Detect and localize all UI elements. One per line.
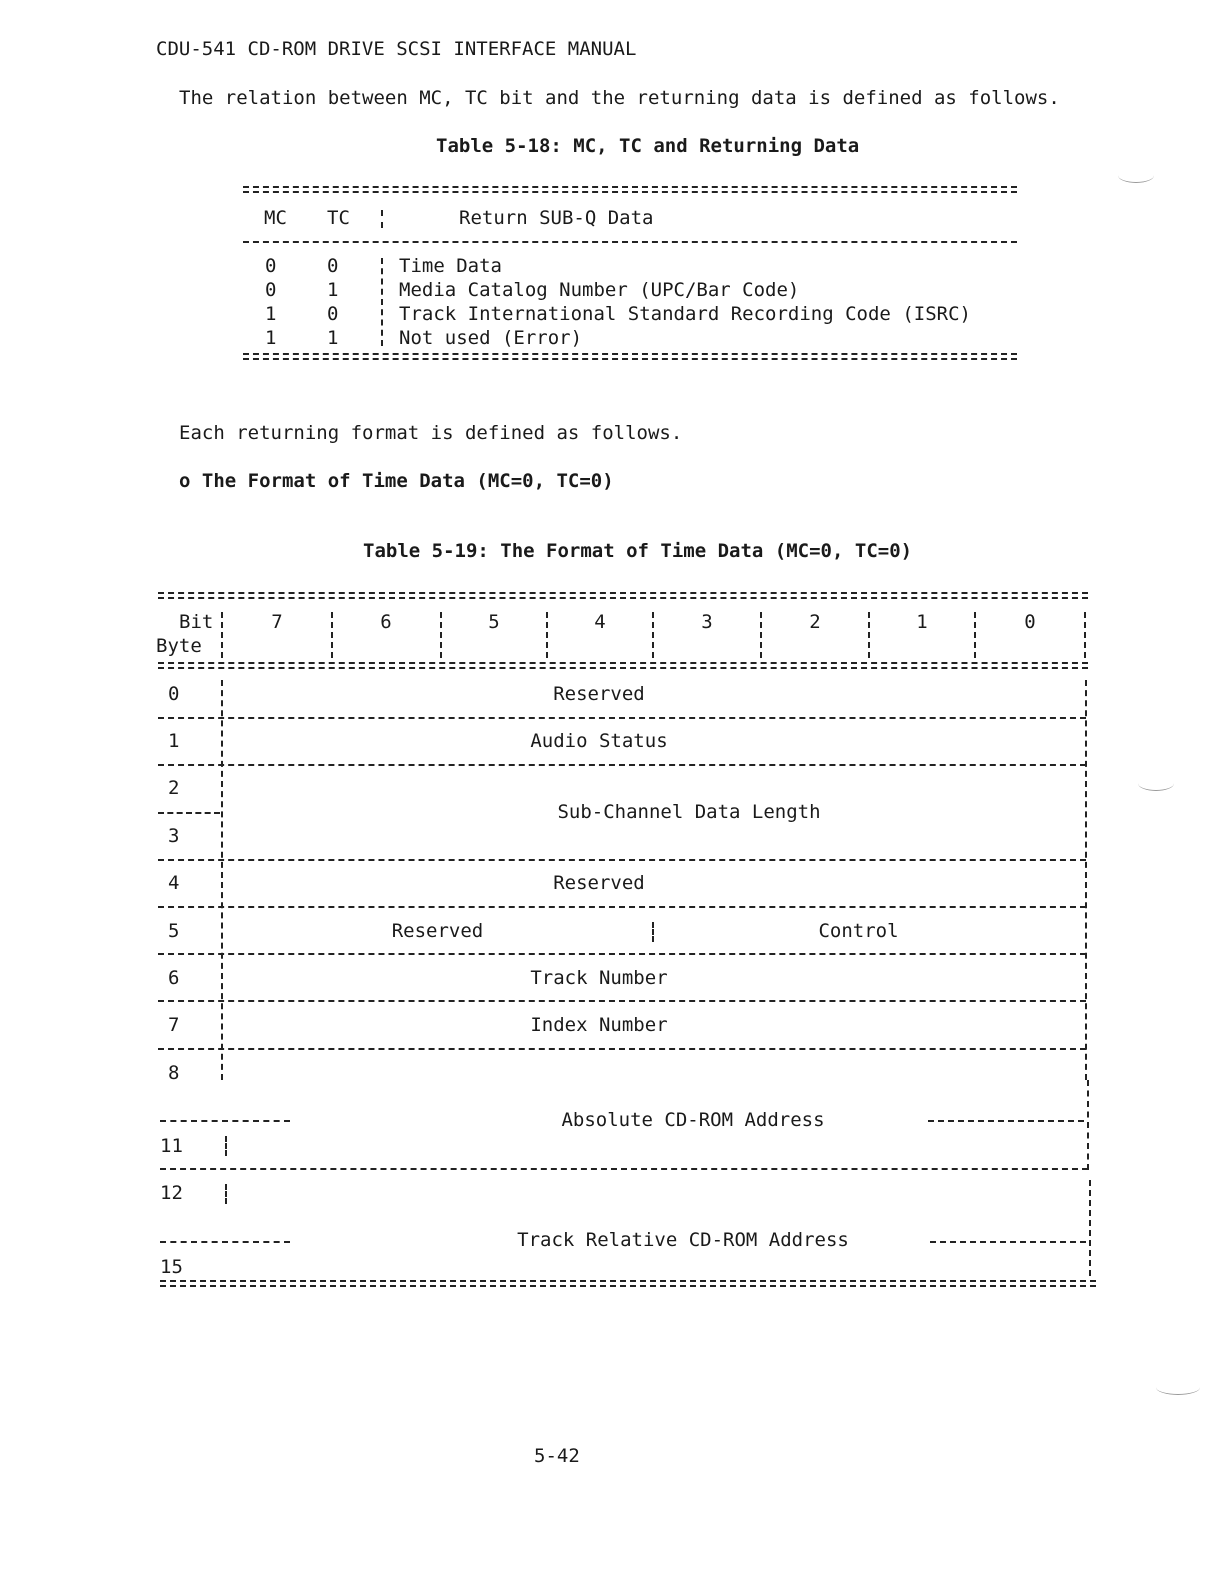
bit-label-5: 5 xyxy=(488,611,500,633)
row-separator xyxy=(158,717,1086,719)
page-header: CDU-541 CD-ROM DRIVE SCSI INTERFACE MANUAL xyxy=(156,38,637,60)
table2-right-border xyxy=(1085,680,1087,1080)
byte-number: 15 xyxy=(160,1256,183,1278)
table1-data: Track International Standard Recording Code (ISRC) xyxy=(399,303,971,325)
field-name-right: Control xyxy=(818,920,899,942)
bit-label-6: 6 xyxy=(380,611,392,633)
table1-header-tc: TC xyxy=(327,207,350,229)
bit-label-2: 2 xyxy=(809,611,821,633)
field-name: Reserved xyxy=(553,872,645,894)
table1-mc: 0 xyxy=(265,255,277,277)
table2-byte-label: Byte xyxy=(156,635,202,657)
byte-sub-separator xyxy=(158,812,220,814)
range-dash-left xyxy=(160,1120,290,1122)
table2-right-border xyxy=(1089,1180,1091,1276)
byte-number: 12 xyxy=(160,1182,183,1204)
row-separator xyxy=(160,1168,1088,1170)
table2-top-rule xyxy=(158,592,1088,599)
table1-mc: 1 xyxy=(265,327,277,349)
byte-number: 0 xyxy=(168,683,180,705)
field-name: Index Number xyxy=(530,1014,668,1036)
table1-data: Time Data xyxy=(399,255,502,277)
row-separator xyxy=(158,1048,1086,1050)
range-dash-left xyxy=(160,1241,290,1243)
table1-tc: 0 xyxy=(327,303,339,325)
field-name: Track Number xyxy=(530,967,668,989)
byte-number: 7 xyxy=(168,1014,180,1036)
table1-tc: 1 xyxy=(327,279,339,301)
bit-label-3: 3 xyxy=(701,611,713,633)
table1-mc: 0 xyxy=(265,279,277,301)
row-separator xyxy=(158,859,1086,861)
field-name: Reserved xyxy=(553,683,645,705)
scan-mark xyxy=(1156,1380,1200,1395)
page-number: 5-42 xyxy=(534,1445,580,1467)
byte-number: 11 xyxy=(160,1135,183,1157)
table1-header-divider xyxy=(381,210,383,228)
row-separator xyxy=(158,1000,1086,1002)
row-separator xyxy=(158,906,1086,908)
byte-column-divider xyxy=(225,1184,227,1204)
table1-header-data: Return SUB-Q Data xyxy=(459,207,654,229)
scan-mark xyxy=(1138,776,1174,791)
table1-data-divider xyxy=(381,258,383,346)
byte-number: 1 xyxy=(168,730,180,752)
bit-label-7: 7 xyxy=(271,611,283,633)
header-divider xyxy=(1084,612,1086,658)
table2-right-border xyxy=(1087,1080,1089,1170)
byte-number: 4 xyxy=(168,872,180,894)
table1-bottom-rule xyxy=(243,353,1017,360)
field-name: Sub-Channel Data Length xyxy=(557,801,821,823)
byte-number: 2 xyxy=(168,777,180,799)
table1-caption: Table 5-18: MC, TC and Returning Data xyxy=(436,135,860,157)
bit-label-0: 0 xyxy=(1024,611,1036,633)
field-name: Absolute CD-ROM Address xyxy=(561,1109,825,1131)
row-separator xyxy=(158,953,1086,955)
scan-mark xyxy=(1118,168,1154,183)
table2-caption: Table 5-19: The Format of Time Data (MC=0, TC=0) xyxy=(363,540,913,562)
byte-number: 6 xyxy=(168,967,180,989)
section-heading: o The Format of Time Data (MC=0, TC=0) xyxy=(179,470,614,492)
byte-column-divider xyxy=(225,1136,227,1156)
range-dash-right xyxy=(930,1241,1086,1243)
intro-text: The relation between MC, TC bit and the returning data is defined as follows. xyxy=(179,87,1060,109)
table1-mc: 1 xyxy=(265,303,277,325)
byte-number: 3 xyxy=(168,825,180,847)
table1-top-rule xyxy=(243,186,1017,193)
table1-tc: 0 xyxy=(327,255,339,277)
table1-data: Media Catalog Number (UPC/Bar Code) xyxy=(399,279,800,301)
table2-bit-label: Bit xyxy=(179,611,214,633)
table2-header-rule xyxy=(158,662,1088,669)
byte-number: 5 xyxy=(168,920,180,942)
table1-data: Not used (Error) xyxy=(399,327,583,349)
table1-header-rule xyxy=(243,241,1017,243)
table1-tc: 1 xyxy=(327,327,339,349)
field-name-left: Reserved xyxy=(391,920,484,942)
table1-header-mc: MC xyxy=(264,207,287,229)
bit-label-4: 4 xyxy=(594,611,606,633)
range-dash-right xyxy=(928,1120,1084,1122)
field-name: Track Relative CD-ROM Address xyxy=(517,1229,849,1251)
table2-bottom-rule xyxy=(160,1280,1096,1287)
field-name: Audio Status xyxy=(530,730,668,752)
each-format-text: Each returning format is defined as follows. xyxy=(179,422,683,444)
bit-label-1: 1 xyxy=(916,611,928,633)
byte-column-divider xyxy=(221,680,223,1080)
byte-number: 8 xyxy=(168,1062,180,1084)
row-separator xyxy=(158,764,1086,766)
